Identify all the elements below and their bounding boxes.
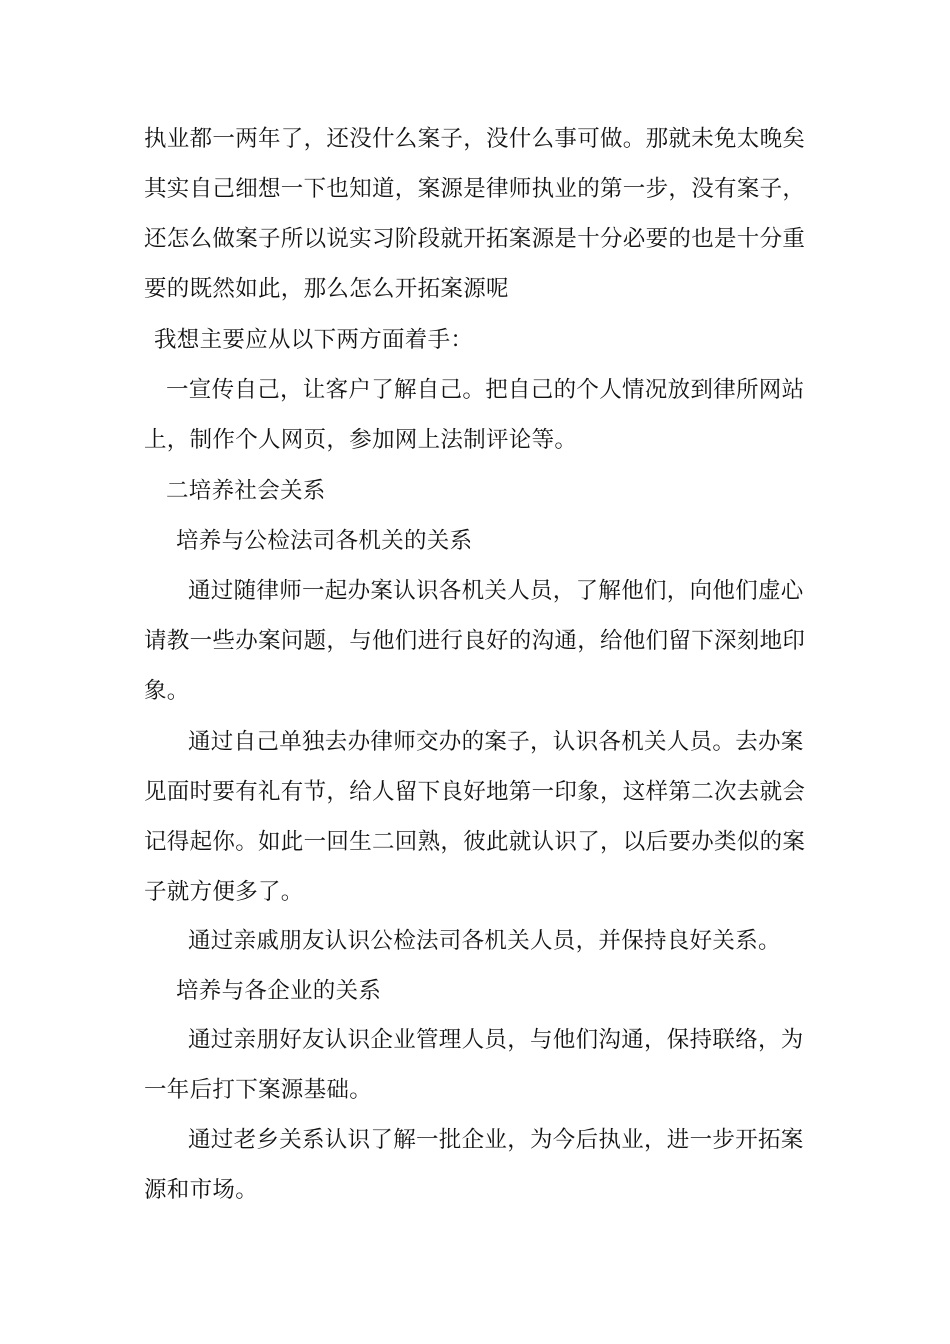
paragraph-relatives [144, 916, 812, 966]
paragraph-friends [144, 1015, 812, 1115]
paragraph-alone [144, 717, 812, 917]
text-line: 象。 [144, 678, 190, 704]
text-line: 我想主要应从以下两方面着手： [154, 327, 474, 353]
heading-point-two [166, 466, 834, 516]
text-line: 通过亲戚朋友认识公检法司各机关人员，并保持良好关系。 [188, 928, 781, 954]
text-line: 其实自己细想一下也知道，案源是律师执业的第一步，没有案子， [144, 176, 806, 202]
text-line: 二培养社会关系 [166, 478, 326, 504]
text-line: 一年后打下案源基础。 [144, 1077, 373, 1103]
paragraph-hometown [144, 1115, 812, 1215]
text-line: 通过随律师一起办案认识各机关人员，了解他们，向他们虚心 [188, 578, 804, 604]
text-line: 上，制作个人网页，参加网上法制评论等。 [144, 427, 578, 453]
paragraph-intro [144, 114, 812, 314]
text-line: 执业都一两年了，还没什么案子，没什么事可做。那就未免太晚矣 [144, 126, 806, 152]
text-line: 培养与公检法司各机关的关系 [176, 528, 473, 554]
text-line: 通过老乡关系认识了解一批企业，为今后执业，进一步开拓案 [188, 1127, 804, 1153]
paragraph-with-lawyer [144, 566, 812, 716]
text-line: 还怎么做案子所以说实习阶段就开拓案源是十分必要的也是十分重 [144, 226, 806, 252]
text-line: 培养与各企业的关系 [176, 978, 382, 1004]
paragraph-approach [154, 315, 822, 365]
text-line: 源和市场。 [144, 1177, 259, 1203]
text-line: 一宣传自己，让客户了解自己。把自己的个人情况放到律所网站 [166, 377, 805, 403]
subheading-enterprises [176, 966, 844, 1016]
text-line: 记得起你。如此一回生二回熟，彼此就认识了，以后要办类似的案 [144, 829, 806, 855]
text-line: 通过自己单独去办律师交办的案子，认识各机关人员。去办案 [188, 729, 804, 755]
text-line: 请教一些办案问题，与他们进行良好的沟通，给他们留下深刻地印 [144, 628, 806, 654]
text-line: 通过亲朋好友认识企业管理人员，与他们沟通，保持联络，为 [188, 1027, 804, 1053]
paragraph-point-one [144, 365, 812, 465]
text-line: 子就方便多了。 [144, 879, 304, 905]
subheading-authorities [176, 516, 844, 566]
text-line: 见面时要有礼有节，给人留下良好地第一印象，这样第二次去就会 [144, 779, 806, 805]
text-line: 要的既然如此，那么怎么开拓案源呢 [144, 276, 509, 302]
